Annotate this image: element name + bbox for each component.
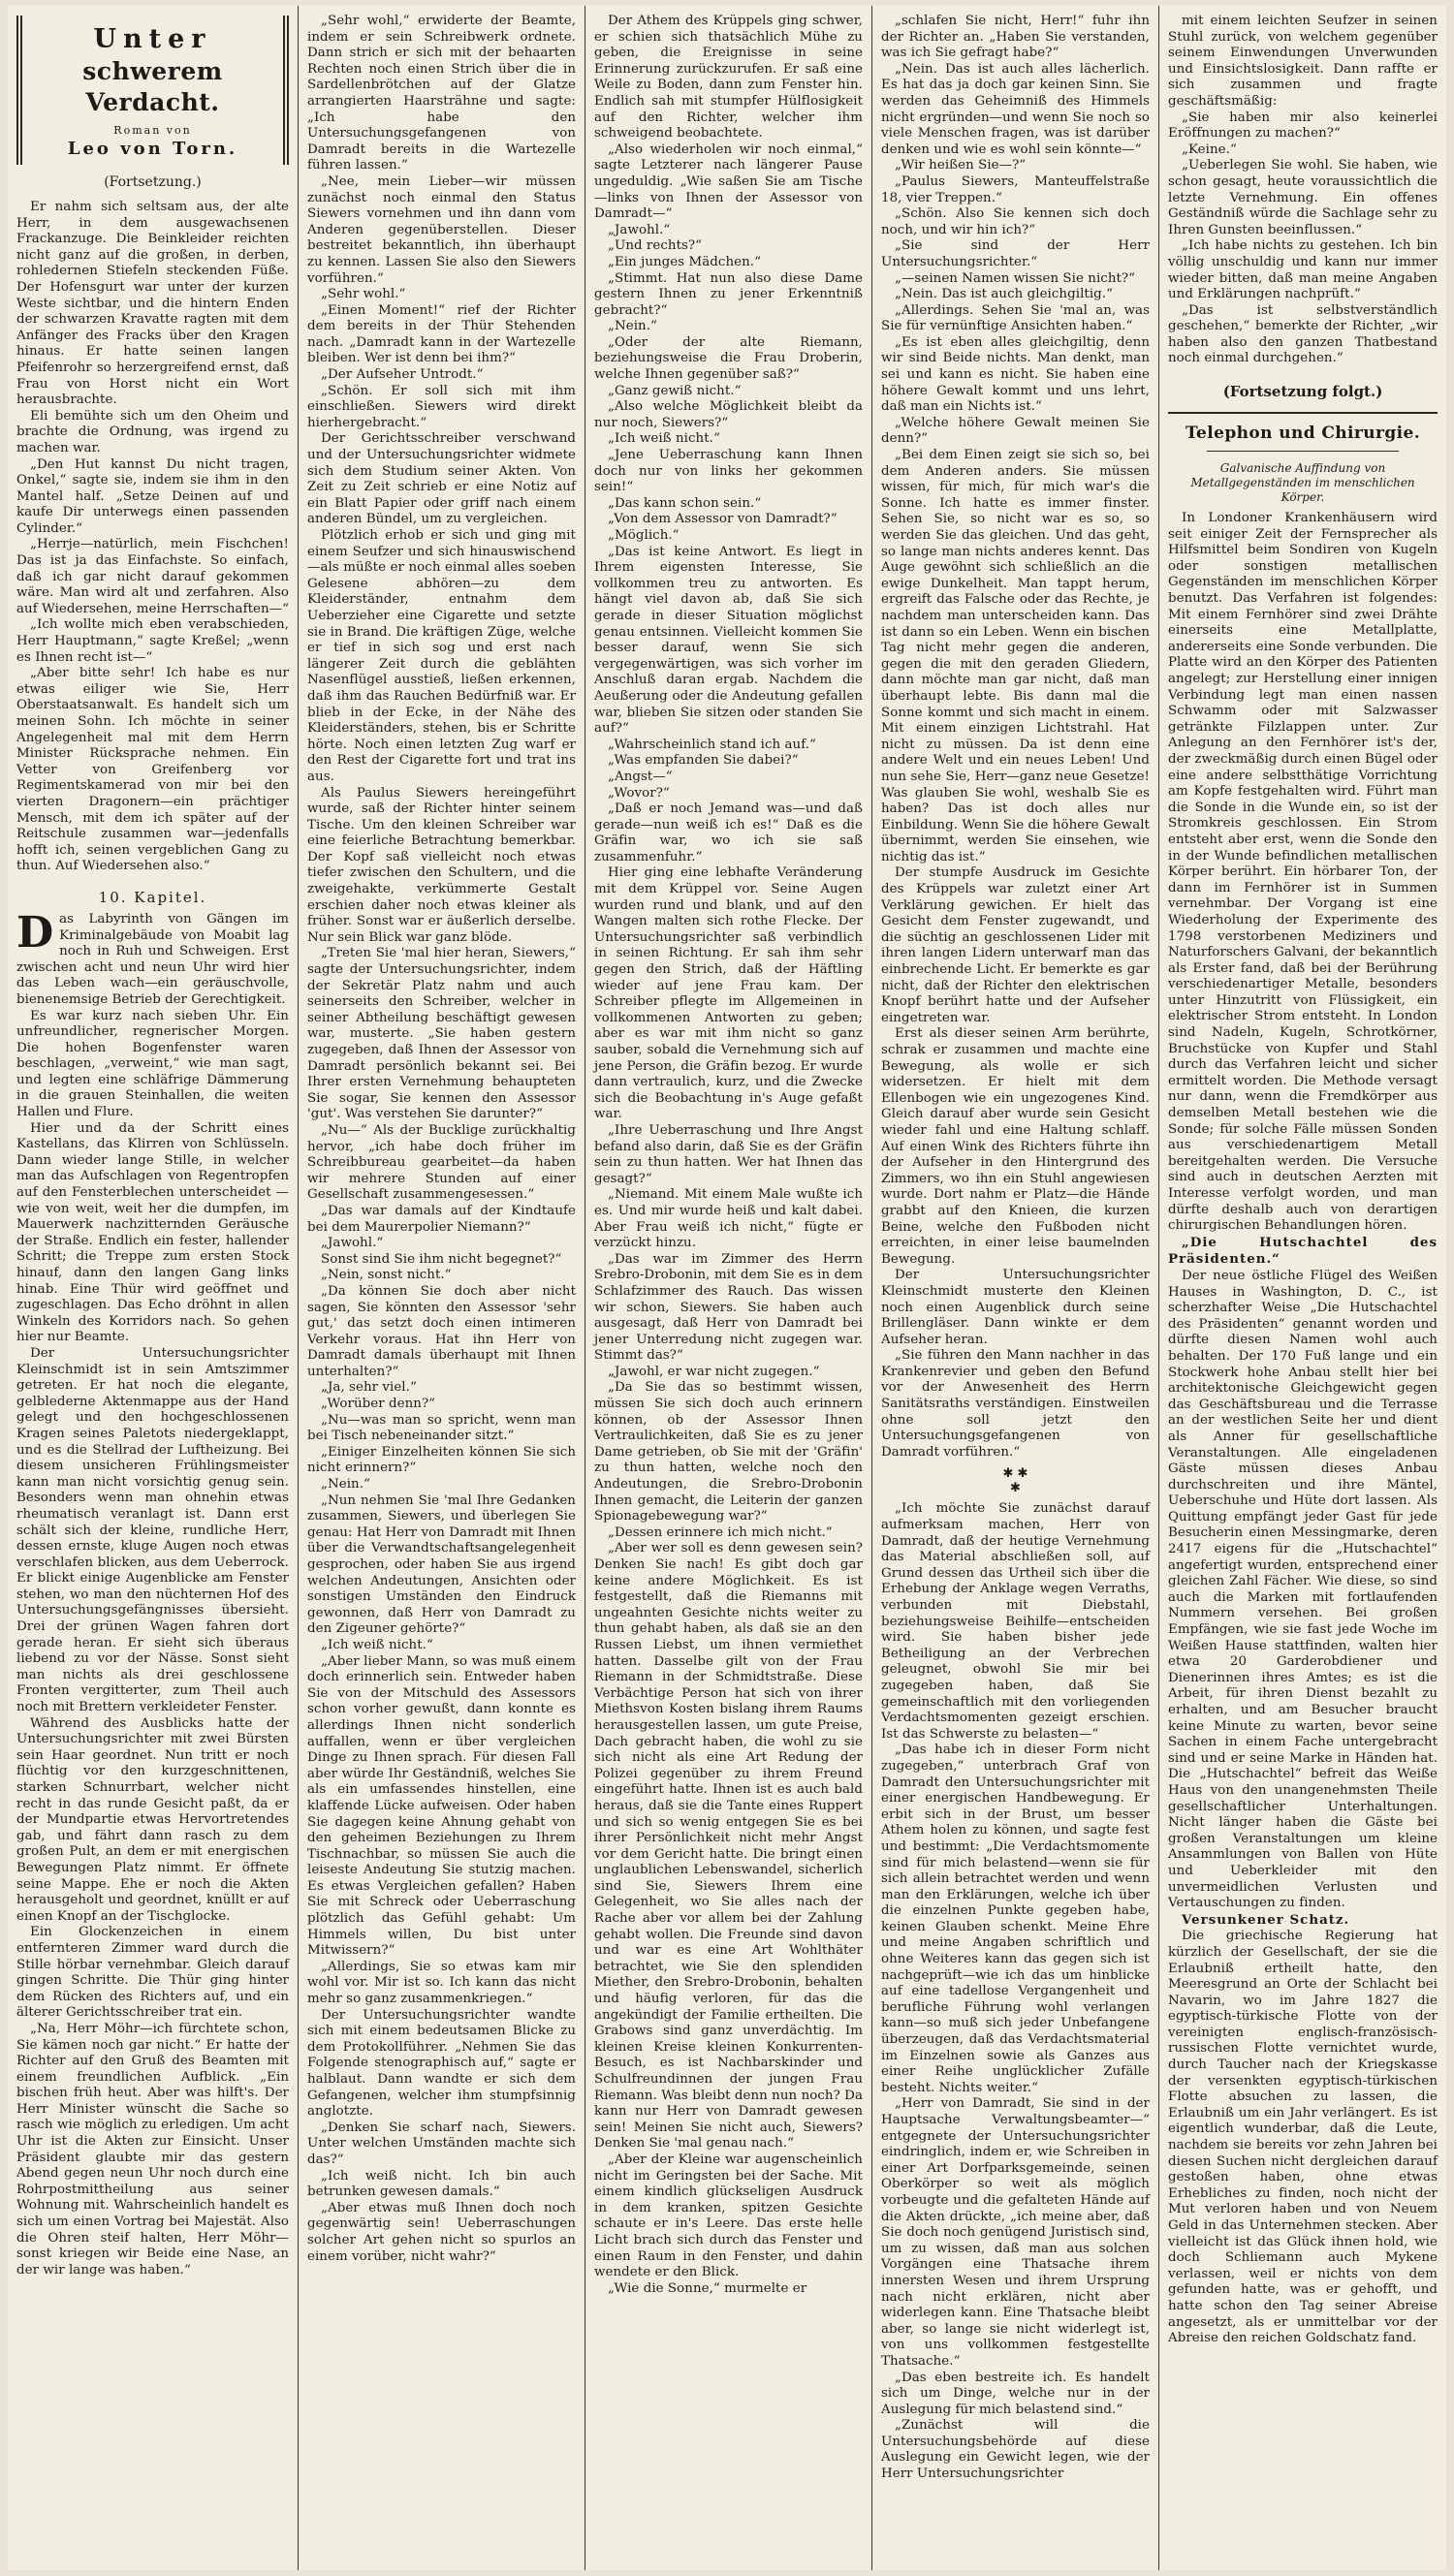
paragraph: „Nu—was man so spricht, wenn man bei Tisch nebeneinander sitzt.“ (307, 1412, 576, 1444)
paragraph: „Paulus Siewers, Manteuffelstraße 18, vier Treppen.“ (881, 173, 1150, 205)
paragraph: „Von dem Assessor von Damradt?“ (608, 512, 838, 527)
paragraph: „Sehr wohl,“ erwiderte der Beamte, indem er sein Schreibwerk ordnete. Dann strich er sich mit der behaarten Rechten noch einen Strich über die in Sardellenbrötchen auf der Glatze arrangierten Haarsträhne und sagte: „Ich habe den Untersuchungsgefangenen von Damradt bereits in die Wartezelle führen lassen.“ (307, 14, 576, 173)
paragraph: „Bei dem Einen zeigt sie sich so, bei dem Anderen anders. Sie müssen wissen, für mich, für mich war's die Sonne. Ich hatte es immer finster. Sehen Sie, so nicht war es so, so werden Sie das gleichen. Und das geht, so lange man nichts anderes kennt. Das Auge gewöhnt sich schließlich an die ewige Dunkelheit. Man tappt herum, ergreift das Falsche oder das Rechte, je nachdem man unterscheiden kann. Das ist dann so ein Leben. Wenn ein bischen Tag nicht mehr gegen die anderen, gegen die mit den geraden Gliedern, dann möchte man gar nicht, daß man überhaupt lebte. Bis dann mal die Sonne kommt und sich macht in einem. Mit einem einzigen Lichtstrahl. Hat nicht zu müssen. Da ist denn eine andere Welt und ein neues Leben! Und nun sehe Sie, Herr—ganz neue Gesetze! Was glauben Sie wohl, weshalb Sie es haben? Das ist doch alles nur Einbildung. Wenn Sie die höhere Gewalt übernimmt, werden Sie einsehen, wie nichtig das ist.“ (881, 448, 1150, 864)
column-5 (1159, 6, 1446, 2570)
paragraph: „Da können Sie doch aber nicht sagen, Sie könnten den Assessor 'sehr gut,' das setzt doch einen intimeren Verkehr voraus. Hat ihn Herr von Damradt damals überhaupt mit Ihnen unterhalten?“ (307, 1283, 576, 1379)
paragraph: „Worüber denn?“ (321, 1397, 436, 1412)
article-lead-schatz: Versunkener Schatz. (1182, 1911, 1350, 1928)
paragraph: „Aber etwas muß Ihnen doch noch gegenwärtig sein! Ueberraschungen solcher Art gehen nicht so spurlos an einem vorüber, nicht wahr?“ (307, 2200, 576, 2264)
novel-header (16, 16, 289, 165)
paragraph: „Nein.“ (321, 1477, 370, 1492)
paragraph: „Aber lieber Mann, so was muß einem doch erinnerlich sein. Entweder haben Sie von der Mitschuld des Assessors schon vorher gewußt, dann konnte es allerdings Ihnen nicht sonderlich auffallen, wenn er über vergleichen Dinge zu Ihnen sprach. Für diesen Fall aber würde Ihr Geständniß, welches Sie als ein umfassendes hinstellen, eine klaffende Lücke aufweisen. Oder haben Sie dagegen keine Ahnung gehabt von den geheimen Beziehungen zu Ihrem Tischnachbar, so müssen Sie auch die leiseste Andeutung Sie stutzig machen. Es etwas Vergleichen gefallen? Haben Sie mit Schreck oder Ueberraschung plötzlich das Gefühl gehabt: Um Himmels willen, Du bist unter Mitwissern?“ (307, 1653, 576, 1959)
to-be-continued: (Fortsetzung folgt.) (1168, 383, 1438, 414)
paragraph: Er nahm sich seltsam aus, der alte Herr, in dem ausgewachsenen Frackanzuge. Die Beinkleider reichten nicht ganz auf die großen, in derben, rohledernen Stiefeln steckenden Füße. Der Hofensgurt war unter der kurzen Weste sichtbar, und die hintern Enden der schwarzen Kravatte ragten mit dem Anfänger des Fracks über den Kragen hinaus. Er hatte seinen langen Pfeifenrohr so herzergreifend ernst, daß Frau von Horst nicht ein Wort herausbrachte. (16, 200, 289, 408)
paragraph: „Ich weiß nicht.“ (321, 1637, 433, 1652)
paragraph: Erst als dieser seinen Arm berührte, schrak er zusammen und machte eine Bewegung, als wolle er sich widersetzen. Er hielt mit dem Ellenbogen wie ein ungezogenes Kind. Gleich darauf aber wurde sein Gesicht wieder fahl und eine Haltung schlaff. Auf einen Wink des Richters führte ihn der Aufseher in den Hintergrund des Zimmers, wo ihn ein Stuhl angewiesen wurde. Dort nahm er Platz—die Hände grabbt auf den Knieen, die kurzen Beine, welche den Fußboden nicht erreichten, in einer leise baumelnden Bewegung. (881, 1026, 1150, 1267)
paragraph: „Also welche Möglichkeit bleibt da nur noch, Siewers?“ (594, 399, 863, 430)
paragraph: „Jene Ueberraschung kann Ihnen doch nur von links her gekommen sein!“ (594, 448, 863, 495)
paragraph: „Ganz gewiß nicht.“ (608, 383, 742, 398)
paragraph: Hier und da der Schritt eines Kastellans, das Klirren von Schlüsseln. Dann wieder lange Stille, in welcher man das Aufschlagen von Regentropfen auf den Fensterblechen unterscheidet —wie von weit, weit her die dumpfen, im Mauerwerk nachzitternden Geräusche der Straße. Endlich ein fester, hallender Schritt; die Treppe zum ersten Stock hinauf, dann den langen Gang links hinab. Eine Thür wird geöffnet und zugeschlagen. Das Echo dröhnt in allen Winkeln des Korridors nach. So gehen hier nur Beamte. (16, 1120, 289, 1345)
paragraph: Der Untersuchungsrichter wandte sich mit einem bedeutsamen Blicke zu dem Protokollführer. „Nehmen Sie das Folgende stenographisch auf,“ sagte er halblaut. Dann wandte er sich dem Gefangenen, welcher ihm stumpfsinnig anglotzte. (307, 2007, 576, 2120)
paragraph: „Das habe ich in dieser Form nicht zugegeben,“ unterbrach Graf von Damradt den Untersuchungsrichter mit einer energischen Handbewegung. Er erbit sich in der Brust, um besser Athem holen zu können, und sagte fest und bestimmt: „Die Verdachtsmomente sind für mich belastend—wenn sie für sich allein betrachtet werden und wenn man den Erklärungen, welche ich über die einzelnen Punkte gegeben habe, keinen Glauben schenkt. Meine Ehre und meine Angaben schriftlich und ohne Weiteres kann das gegen sich ist nachgeprüft—wie ich das um hinblicke auf eine tadellose Vergangenheit und berufliche Führung wohl verlangen kann—so muß sich jeder Unbefangene überzeugen, daß das Verdachtsmaterial im Einzelnen sowie als Ganzes aus einer Reihe unglücklicher Zufälle besteht. Nichts weiter.“ (881, 1743, 1150, 2095)
paragraph: „Einen Moment!“ rief der Richter dem bereits in der Thür Stehenden nach. „Damradt kann in der Wartezelle bleiben. Wer ist denn bei ihm?“ (307, 302, 576, 366)
paragraph: „Ich habe nichts zu gestehen. Ich bin völlig unschuldig und kann nur immer wieder bitten, daß man meine Angaben und Erklärungen nachprüft.“ (1168, 238, 1438, 302)
paragraph: „Jawohl.“ (608, 222, 671, 237)
paragraph: „Oder der alte Riemann, beziehungsweise die Frau Droberin, welche Ihnen gegenüber saß?“ (594, 334, 863, 383)
column-4 (872, 6, 1159, 2570)
chapter-opening (16, 907, 289, 1009)
paragraph: „Das ist selbstverständlich geschehen,“ bemerkte der Richter, „wir haben also den ganzen Thatbestand noch einmal durchgehen.“ (1168, 302, 1438, 366)
paragraph: „Sie haben mir also keinerlei Eröffnungen zu machen?“ (1168, 110, 1438, 141)
paragraph: Der neue östliche Flügel des Weißen Hauses in Washington, D. C., ist scherzhafter Weise „Die Hutschachtel des Präsidenten“ genannt worden und dürfte diesen Namen wohl auch behalten. Der 170 Fuß lange und ein Stockwerk hohe Anbau stellt hier bei architektonische Gleichgewicht gegen das Geschäftsbureau und die Terrasse an der westlichen Seite her und dient als Anner für gesellschaftliche Veranstaltungen. Alle eingeladenen Gäste müssen dieses Anbau durchschreiten und ihre Mäntel, Ueberschuhe und Hüte dort lassen. Als Quittung empfängt jeder Gast für jede Besucherin einen Messingmarke, deren 2417 eigens für die „Hutschachtel“ angefertigt wurden, entsprechend einer gleichen Zahl Fächer. Wie diese, so sind auch die Marken mit fortlaufenden Nummern versehen. Bei großen Empfängen, wie sie fast jede Woche im Weißen Hause stattfinden, walten hier etwa 20 Garderobdiener und Dienerinnen ihres Amtes; es ist die Arbeit, für ihren Dienst bezahlt zu erhalten, und am Besucher braucht keine Minute zu warten, bevor seine Sachen in einem Fache untergebracht sind und er seine Marke in Händen hat. Die „Hutschachtel“ befreit das Weiße Haus von den unangenehmsten Theile gesellschaftlicher Unterhaltungen. Nicht länger haben die Gäste bei großen Veranstaltungen um kleine Ansammlungen von Ballen von Hüte und Ueberkleider mit den unvermeidlichen Verlusten und Vertauschungen zu finden. (1168, 1268, 1438, 1911)
paragraph: „—seinen Namen wissen Sie nicht?“ (895, 270, 1136, 286)
paragraph: „Nein, sonst nicht.“ (321, 1268, 452, 1283)
paragraph: Ein Glockenzeichen in einem entfernteren Zimmer ward durch die Stille hörbar vernehmbar. Gleich darauf gingen Schritte. Die Thür ging hinter dem Rücken des Richters auf, und ein älterer Gerichtsschreiber trat ein. (16, 1925, 289, 2021)
paragraph: „Einiger Einzelheiten können Sie sich nicht erinnern?“ (307, 1444, 576, 1476)
paragraph: „Jawohl.“ (321, 1236, 384, 1251)
paragraph: Während des Ausblicks hatte der Untersuchungsrichter mit zwei Bürsten sein Haar geordnet. Nun tritt er noch flüchtig vor den kurzgeschnittenen, starken Schnurrbart, welcher nicht recht in das runde Gesicht paßt, da er der Mundpartie etwas Hervortretendes gab, und fährt dann rasch zu dem großen Pult, an dem er mit energischen Bewegungen Platz nimmt. Er öffnete seine Mappe. Ehe er noch die Akten herausgeholt und geordnet, knüllt er auf einen Knopf an der Tischglocke. (16, 1715, 289, 1924)
paragraph: „Denken Sie scharf nach, Siewers. Unter welchen Umständen machte sich das?“ (307, 2120, 576, 2167)
paragraph: Als Paulus Siewers hereingeführt wurde, saß der Richter hinter seinem Tische. Um den kleinen Schreiber war eine feierliche Betrachtung bemerkbar. Der Kopf saß vielleicht noch etwas tiefer zwischen den Schultern, und die zweigehakte, verkümmerte Gestalt erschien daher noch etwas kleiner als früher. Sonst war er äußerlich derselbe. Nur sein Blick war ganz blöde. (307, 785, 576, 945)
article-subheading-telephone: Galvanische Auffindung von Metallgegenständen im menschlichen Körper. (1190, 461, 1415, 505)
paragraph: „Niemand. Mit einem Male wußte ich es. Und mir wurde heiß und kalt dabei. Aber Frau weiß ich nicht,“ fügte er verzückt hinzu. (594, 1187, 863, 1251)
paragraph: „Ihre Ueberraschung und Ihre Angst befand also darin, daß Sie es der Gräfin sein zu thun hatten. Wer hat Ihnen das gesagt?“ (594, 1122, 863, 1186)
paragraph: „Das war im Zimmer des Herrn Srebro-Drobonin, mit dem Sie es in dem Schlafzimmer des Rauch. Das wissen wir schon, Siewers. Sie haben auch ausgesagt, daß Herr von Damradt bei jener Unterredung nicht zugegen war. Stimmt das?“ (594, 1251, 863, 1364)
paragraph: Der Gerichtsschreiber verschwand und der Untersuchungsrichter widmete sich dem Studium seiner Akten. Von Zeit zu Zeit schrieb er eine Notiz auf ein Blatt Papier oder griff nach einem anderen Bündel, um zu vergleichen. (307, 431, 576, 527)
paragraph: Der stumpfe Ausdruck im Gesichte des Krüppels war zuletzt einer Art Verklärung gewichen. Er hielt das Gesicht dem Fenster zugewandt, und die süchtig an geschlossenen Lider mit ihren langen Lidern unterwarf man das einbrechende Licht. Er bemerkte es gar nicht, daß der Richter den elektrischen Knopf berührt hatte und der Aufseher eingetreten war. (881, 865, 1150, 1025)
paragraph: Plötzlich erhob er sich und ging mit einem Seufzer und sich hinauswischend—als müßte er noch einmal alles soeben Gelesene abhören—zu dem Kleiderständer, entnahm dem Ueberzieher eine Cigarette und setzte sie in Brand. Die kräftigen Züge, welche er tief in sich sog und erst nach längerer Zeit durch die geblähten Nasenflügel ausstieß, ließen erkennen, daß ihm das Rauchen Bedürfniß war. Er blieb in der Ecke, in der Nähe des Kleiderständers, stehen, bis er Schritte hörte. Noch einen letzten Zug warf er den Rest der Cigarette fort und trat ins aus. (307, 528, 576, 784)
paragraph: „Herr von Damradt, Sie sind in der Hauptsache Verwaltungsbeamter—“ entgegnete der Untersuchungsrichter eindringlich, indem er, wie Schreiben in einer Art Dorfparksgemeinde, seinen Oberkörper so weit als möglich vorbeugte und die gefalteten Hände auf die Akten drückte, „ich meine aber, daß Sie doch noch genügend Juristisch sind, um zu wissen, daß man aus solchen Vorgängen eine Thatsache ihrem innersten Wesen und ihrem Ursprung nach nicht erklären, nicht aber widerlegen kann. Eine Thatsache bleibt aber, so lange sie nicht widerlegt ist, von uns vollkommen festgestellte Thatsache.“ (881, 2096, 1150, 2369)
paragraph: In Londoner Krankenhäusern wird seit einiger Zeit der Fernsprecher als Hilfsmittel beim Sondiren von Kugeln oder sonstigen metallischen Gegenständen im menschlichen Körper benutzt. Das Verfahren ist folgendes: Mit einem Fernhörer sind zwei Drähte einerseits eine Metallplatte, andererseits eine Sonde verbunden. Die Platte wird an den Körper des Patienten angelegt; zur Herstellung einer innigen Verbindung legt man einen nassen Schwamm oder mit Salzwasser getränkte Filzlappen unter. Zur Anlegung an den Fernhörer ist's der, der zweckmäßig durch einen Bügel oder eine andere selbstthätige Vorrichtung am Kopfe festgehalten wird. Führt man die Sonde in die Wunde ein, so ist der Stromkreis geschlossen. Ein Strom entsteht aber erst, wenn die Sonde den in der Wunde befindlichen metallischen Körper berührt. Ein hörbarer Ton, der dann im Fernhörer ist in Summen vernehmbar. Der Vorgang ist eine Wiederholung der Experimente des 1798 verstorbenen Mediziners und Naturforschers Galvani, der bekanntlich als Erster fand, daß bei der Berührung verschiedenartiger Metalle, besonders unter Hinzutritt von Flüssigkeit, ein elektrischer Strom entsteht. In London sind Nadeln, Kugeln, Schrotkörner, Bruchstücke von Kupfer und Stahl durch das Verfahren leicht und sicher ermittelt worden. Die Methode versagt nur dann, wenn die Fremdkörper aus demselben Metall bestehen wie die Sonde; für solche Fälle müssen Sonden aus verschiedenartigem Metall bereitgehalten werden. Die Versuche sind auch in deutschen Aerzten mit Interesse verfolgt worden, und man dürfte deshalb auch von derartigen chirurgischen Behandlungen hören. (1168, 511, 1438, 1234)
paragraph: „Aber der Kleine war augenscheinlich nicht im Geringsten bei der Sache. Mit einem kindlich glückseligen Ausdruck in dem kranken, spitzen Gesichte schaute er in's Leere. Das erste helle Licht brach sich durch das Fenster und einen Raum in den Fenster, und dahin wendete er den Blick. (594, 2152, 863, 2280)
paragraph: „Daß er noch Jemand was—und daß gerade—nun weiß ich es!“ Daß es die Gräfin war, wo ich sie saß zusammenfuhr.“ (594, 801, 863, 864)
paragraph: „Ich möchte Sie zunächst darauf aufmerksam machen, Herr von Damradt, daß der heutige Vernehmung das Material abschließen soll, auf Grund dessen das Urtheil sich über die Erhebung der Anklage wegen Verraths, verbunden mit Diebstahl, beziehungsweise Beihilfe—entscheiden wird. Sie haben bisher jede Betheiligung an der Verbrechen geleugnet, obwohl Sie mir bei zugegeben haben, daß Sie gemeinschaftlich mit den vorliegenden Verdachtsmomenten gezeigt erschien. Ist das Schwerste zu belasten—“ (881, 1501, 1150, 1742)
paragraph: „Nein. Das ist auch alles lächerlich. Es hat das ja doch gar keinen Sinn. Sie werden das Geheimniß des Himmels nicht ergründen—und wenn Sie noch so viele Menschen fragen, was ist darüber denken und wie es wohl sein könnte—“ (881, 61, 1150, 157)
paragraph: „Ja, sehr viel.“ (321, 1380, 417, 1396)
paragraph: „Nein.“ (608, 319, 657, 334)
column-1 (8, 6, 299, 2570)
paragraph: „Das eben bestreite ich. Es handelt sich um Dinge, welche nur in der Auslegung für mich belastend sind.“ (881, 2370, 1150, 2417)
paragraph: Der Untersuchungsrichter Kleinschmidt musterte den Kleinen noch einen Augenblick durch seine Brillengläser. Dann winkte er dem Aufseher heran. (881, 1268, 1150, 1347)
paragraph: „Das war damals auf der Kindtaufe bei dem Maurerpolier Niemann?“ (307, 1203, 576, 1235)
chapter-opening-text: as Labyrinth von Gängen im Kriminalgebäude von Moabit lag noch in Ruh und Schweigen. Erst zwischen acht und neun Uhr wird hier das Leben wach—ein geräuschvolle, bienenemsige Betrieb der Gerechtigkeit. (16, 911, 289, 1007)
paragraph: „Wir heißen Sie—?“ (895, 158, 1027, 173)
paragraph: „Wahrscheinlich stand ich auf.“ (608, 737, 816, 752)
paragraph: „Sehr wohl.“ (321, 287, 406, 302)
paragraph: „Möglich.“ (608, 528, 680, 543)
paragraph (1168, 1912, 1438, 1930)
paragraph: „Nee, mein Lieber—wir müssen zunächst noch einmal den Status Siewers vornehmen und ihn dann vom Anderen gegenüberstellen. Dieser bestreitet bekanntlich, ihn überhaupt zu kennen. Lassen Sie also den Siewers vorführen.“ (307, 173, 576, 286)
paragraph (1168, 1235, 1438, 1269)
paragraph: „Der Aufseher Untrodt.“ (321, 367, 484, 383)
paragraph: „Das kann schon sein.“ (608, 495, 762, 511)
novel-title-line-2: schwerem Verdacht. (82, 57, 223, 116)
heading-rule (1207, 451, 1399, 452)
column-3 (585, 6, 872, 2570)
paragraph: „Den Hut kannst Du nicht tragen, Onkel,“ sagte sie, indem sie ihm in den Mantel half. „Setze Deinen auf und kaufe Dir unterwegs einen passenden Cylinder.“ (16, 456, 289, 536)
paragraph: „Ich weiß nicht.“ (608, 431, 720, 447)
paragraph: „Jawohl, er war nicht zugegen.“ (608, 1364, 820, 1379)
paragraph: „Keine.“ (1182, 141, 1237, 157)
paragraph: „Zunächst will die Untersuchungsbehörde auf diese Auslegung ein Gewicht legen, wie der Herr Untersuchungsrichter (881, 2418, 1150, 2482)
paragraph: „Was empfanden Sie dabei?“ (608, 753, 799, 769)
paragraph: „Schön. Also Sie kennen sich doch noch, und wir hin ich?“ (881, 206, 1150, 237)
paragraph: „Treten Sie 'mal hier heran, Siewers,“ sagte der Untersuchungsrichter, indem der Sekretär Platz nahm und auch seinerseits den Schreiber, welcher in seiner Abtheilung beschäftigt gewesen war, musterte. „Sie haben gestern zugegeben, daß Ihnen der Assessor von Damradt persönlich bekannt sei. Bei Ihrer ersten Vernehmung behaupteten Sie sogar, Sie kennen den Assessor 'gut'. Was verstehen Sie darunter?“ (307, 946, 576, 1122)
paragraph: Eli bemühte sich um den Oheim und brachte die Ordnung, was irgend zu machen war. (16, 408, 289, 456)
novel-byline: Roman von (113, 124, 192, 137)
paragraph: „Nu—“ Als der Bucklige zurückhaltig hervor, „ich habe doch früher im Schreibbureau gearbeitet—da haben wir mehrere Stunden auf einer Gesellschaft zusammengesessen.“ (307, 1122, 576, 1203)
paragraph: „Aber wer soll es denn gewesen sein? Denken Sie nach! Es gibt doch gar keine andere Möglichkeit. Es ist festgestellt, daß die Riemanns mit ungeahnten Gesichte nichts weiter zu thun gehabt haben, als daß sie an den Russen Liebst, um ihnen vermiethet hatten. Dasselbe gilt von der Frau Riemann in der Schmidtstraße. Diese Verbächtige Person hat sich von ihrer Miethsvon Kosten bislang ihrem Raums herausgestellen lassen, um gute Preise, Dach gebracht haben, die wohl zu sie sich nicht als eine Art Redung der Polizei gegenüber zu ihrem Freund eingeführt hatte. Ihnen ist es auch bald heraus, daß sie die Tante eines Ruppert und sich so wenig entgegen Sie es bei ihrer Persönlichkeit nicht mehr Angst vor dem Gericht hatte. Die bringt einen unglaublichen Lebenswandel, sicherlich sind Sie, Siewers Ihrem eine Gelegenheit, wo Sie alles nach der Rache aber vor allem bei der Zahlung gehabt wollen. Die Freunde sind davon und war es eine Art Wohlthäter betrachtet, wie Sie den splendiden Miether, den Srebro-Drobonin, behalten und häufig verloren, für das die angekündigt der Familie ertheilten. Die Grabows sind ganz unverdächtig. Im kleinen Kreise kleinen Konkurrenten-Besuch, es ist Nachbarskinder und Schulfreundinnen der jungen Frau Riemann. Was bleibt denn nun noch? Da kann nur Herr von Damradt gewesen sein! Meinen Sie nicht auch, Siewers? Denken Sie 'mal genau nach.“ (594, 1541, 863, 2152)
paragraph: „Es ist eben alles gleichgiltig, denn wir sind Beide nichts. Man denkt, man sei und kann es nicht. Sie haben eine höhere Gewalt kommt und uns lehrt, daß man ein Nichts ist.“ (881, 334, 1150, 415)
chapter-title: 10. Kapitel. (98, 888, 207, 906)
article-heading-telephone: Telephon und Chirurgie. (1185, 424, 1421, 444)
paragraph: „Aber bitte sehr! Ich habe es nur etwas eiliger wie Sie, Herr Oberstaatsanwalt. Es handelt sich um meinen Sohn. Ich möchte in seiner Angelegenheit mal mit dem Herrn Minister Rücksprache nehmen. Ein Vetter von Greifenberg vor Regimentskamerad von mir bei den vierten Dragonern—ein prächtiger Mensch, mit dem ich später auf der Reitschule zusammen war—jedenfalls hofft ich, seinen vergeblichen Gang zu thun. Auf Wiedersehen also.“ (16, 666, 289, 874)
paragraph: Hier ging eine lebhafte Veränderung mit dem Krüppel vor. Seine Augen wurden rund und blank, und auf den Wangen malten sich rothe Flecke. Der Untersuchungsrichter saß verbindlich in seinen Richtung. Er sah ihm sehr gegen den Strich, daß der Häftling wieder auf jene Frau kam. Der Schreiber pflegte im Allgemeinen in vollkommenen Antworten zu geben; aber es war mit ihm nicht so ganz sauber, sobald die Vernehmung sich auf jene Person, die Gräfin bezog. Er wurde dann vertraulich, kurz, und die Zwecke sich die Beobachtung in's Auge gefaßt war. (594, 865, 863, 1122)
paragraph: „Das ist keine Antwort. Es liegt in Ihrem eigensten Interesse, Sie vollkommen treu zu antworten. Es hängt viel davon ab, daß Sie sich gerade in dieser Situation möglichst genau entsinnen. Vielleicht kommen Sie besser darauf, wenn Sie sich vergegenwärtigen, was sich vorher im Anschluß daran ergab. Nachdem die Aeußerung oder die Andeutung gefallen war, blieben Sie sitzen oder standen Sie auf?“ (594, 544, 863, 737)
newspaper-page (8, 6, 1446, 2570)
paragraph: „Ein junges Mädchen.“ (608, 254, 761, 269)
article-lead-hutschachtel: „Die Hutschachtel des Präsidenten.“ (1168, 1234, 1438, 1268)
paragraph: Sonst sind Sie ihm nicht begegnet?“ (321, 1251, 562, 1267)
paragraph: „Allerdings. Sehen Sie 'mal an, was Sie für vernünftige Ansichten haben.“ (881, 302, 1150, 334)
novel-title-line-1: Unter (93, 24, 212, 54)
paragraph: „Nun nehmen Sie 'mal Ihre Gedanken zusammen, Siewers, und überlegen Sie genau: Hat Herr von Damradt mit Ihnen über die Verwandtschaftsangelegenheit gesprochen, oder haben Sie aus irgend welchen Andeutungen, Ansichten oder sonstigen Umständen den Eindruck gewonnen, daß Herr von Damradt zu den Zigeuner gehörte?“ (307, 1492, 576, 1637)
column-2 (299, 6, 585, 2570)
paragraph: „Also wiederholen wir noch einmal,“ sagte Letzterer nach längerer Pause ungeduldig. „Wie saßen Sie am Tische —links von Ihnen der Assessor von Damradt—“ (594, 141, 863, 222)
paragraph: „Nein. Das ist auch gleichgiltig.“ (895, 287, 1113, 302)
paragraph: „Sie sind der Herr Untersuchungsrichter.“ (881, 238, 1150, 269)
novel-continued-note: (Fortsetzung.) (104, 174, 202, 190)
paragraph: „Da Sie das so bestimmt wissen, müssen Sie sich doch auch erinnern können, ob der Assessor Ihnen Vertraulichkeiten, daß Sie es zu jener Dame getrieben, ob Sie mit der 'Gräfin' zu thun hatten, welche noch den Andeutungen, die Srebro-Drobonin Ihnen gemacht, die Leiterin der ganzen Spionagebewegung war?“ (594, 1380, 863, 1524)
paragraph: Der Untersuchungsrichter Kleinschmidt ist in sein Amtszimmer getreten. Er hat noch die elegante, gelblederne Aktenmappe aus der Hand gelegt und den hochgeschlossenen Kragen seines Paletots niedergeklappt, und es die Stellrad der Luftheizung. Bei diesem unsicheren Frühlingsmeister kann man nicht vorsichtig genug sein. Besonders wenn man ohnehin etwas rheumatisch veranlagt ist. Dann erst schält sich der kleine, rundliche Herr, dessen ernste, kluge Augen noch etwas verschlafen blicken, aus dem Ueberrock. Er blickt einige Augenblicke am Fenster stehen, wo man den nüchternen Hof des Untersuchungsgefängnisses übersieht. Drei der grünen Wagen fahren dort gerade heran. Er sieht sich überaus liebend zu vor der Nässe. Sonst sieht man nichts als drei geschlossene Fronten vergitterter, zum Theil auch noch mit Brettern verkleideter Fenster. (16, 1345, 289, 1715)
paragraph: „Allerdings, Sie so etwas kam mir wohl vor. Mir ist so. Ich kann das nicht mehr so ganz zusammenkriegen.“ (307, 1959, 576, 2007)
paragraph: „Wie die Sonne,“ murmelte er (608, 2280, 807, 2296)
paragraph: „Na, Herr Möhr—ich fürchtete schon, Sie kämen noch gar nicht.“ Er hatte der Richter auf den Gruß des Beamten mit einem freundlichen Aufblick. „Ein bischen früh heut. Aber was hilft's. Der Herr Minister wünscht die Sache so rasch wie möglich zu erledigen. Um acht Uhr ist die Akten zur Einsicht. Unser Präsident glaubte mir das gestern Abend gegen neun Uhr noch durch eine Rohrpostmittheilung aus seiner Wohnung mit. Wahrscheinlich handelt es sich um einen Vortrag bei Majestät. Also die Ohren steif halten, Herr Möhr—sonst kriegen wir Beide eine Nase, an der wir lange was haben.“ (16, 2021, 289, 2278)
paragraph: „Und rechts?“ (608, 238, 703, 254)
paragraph: „schlafen Sie nicht, Herr!“ fuhr ihn der Richter an. „Haben Sie verstanden, was ich Sie gefragt habe?“ (881, 14, 1150, 61)
paragraph: „Herrje—natürlich, mein Fischchen! Das ist ja das Einfachste. So einfach, daß ich gar nicht darauf gekommen wäre. Man wird alt und zerfahren. Also auf Wiedersehen, meine Herrschaften—“ (16, 537, 289, 616)
novel-author: Leo von Torn. (67, 139, 238, 159)
paragraph: „Angst—“ (608, 769, 673, 784)
paragraph: mit einem leichten Seufzer in seinen Stuhl zurück, von welchem gegenüber seinem Einwendungen Unverwunden und Einsichtslosigkeit. Dann raffte er sich zusammen und fragte geschäftsmäßig: (1168, 14, 1438, 109)
drop-cap: D (16, 907, 54, 958)
paragraph: „Schön. Er soll sich mit ihm einschließen. Siewers wird direkt hierhergebracht.“ (307, 383, 576, 430)
paragraph: Der Athem des Krüppels ging schwer, er schien sich thatsächlich Mühe zu geben, die Ereignisse in seine Erinnerung zurückzurufen. Er saß eine Weile zu Boden, dann zum Fenster hin. Endlich sah mit stumpfer Hülflosigkeit auf den Richter, welcher ihm schweigend beobachtete. (594, 14, 863, 141)
section-stars: ✱ ✱ ✱ (1002, 1466, 1028, 1496)
paragraph: „Wovor?“ (608, 785, 670, 801)
paragraph: „Ueberlegen Sie wohl. Sie haben, wie schon gesagt, heute voraussichtlich die letzte Vernehmung. Ein offenes Geständniß würde die Sachlage sehr zu Ihren Gunsten beeinflussen.“ (1168, 158, 1438, 237)
paragraph: Es war kurz nach sieben Uhr. Ein unfreundlicher, regnerischer Morgen. Die hohen Bogenfenster waren beschlagen, „verweint,“ wie man sagt, und legten eine schläfrige Dämmerung in die grauen Steinhallen, die weiten Hallen und Flure. (16, 1008, 289, 1120)
paragraph: „Stimmt. Hat nun also diese Dame gestern Ihnen zu jener Erkenntniß gebracht?“ (594, 270, 863, 318)
paragraph: Die griechische Regierung hat kürzlich der Gesellschaft, der sie die Erlaubniß ertheilt hatte, den Meeresgrund an Orte der Schlacht bei Navarin, wo im Jahre 1827 die egyptisch-türkische Flotte von der vereinigten englisch-französisch-russischen Flotte vernichtet wurde, durch Taucher nach der Kriegskasse der versenkten egyptisch-türkischen Flotte absuchen zu lassen, die Erlaubniß um ein Jahr verlängert. Es ist eigentlich wunderbar, daß die Leute, nachdem sie bereits vor zehn Jahren bei diesen Suchen nicht dergleichen darauf gestoßen haben, ohne etwas Erhebliches zu finden, noch nicht der Mut verloren haben und von Neuem Geld in das Unternehmen stecken. Aber vielleicht ist das Glück ihnen hold, wie doch Schliemann auch Mykene verlassen, weil er nichts von dem gefunden hatte, was er gehofft, und hatte schon den Tag seiner Abreise angesetzt, als er unmittelbar vor der Abreise den reichen Goldschatz fand. (1168, 1929, 1438, 2346)
paragraph: „Dessen erinnere ich mich nicht.“ (608, 1524, 833, 1540)
paragraph: „Ich wollte mich eben verabschieden, Herr Hauptmann,“ sagte Kreßel; „wenn es Ihnen recht ist—“ (16, 617, 289, 665)
paragraph: „Welche höhere Gewalt meinen Sie denn?“ (881, 415, 1150, 447)
paragraph: „Sie führen den Mann nachher in das Krankenrevier und geben den Befund vor der Anwesenheit des Herrn Sanitätsraths verständigen. Einstweilen ohne soll jetzt den Untersuchungsgefangenen von Damradt vorführen.“ (881, 1348, 1150, 1460)
paragraph: „Ich weiß nicht. Ich bin auch betrunken gewesen damals.“ (307, 2168, 576, 2200)
